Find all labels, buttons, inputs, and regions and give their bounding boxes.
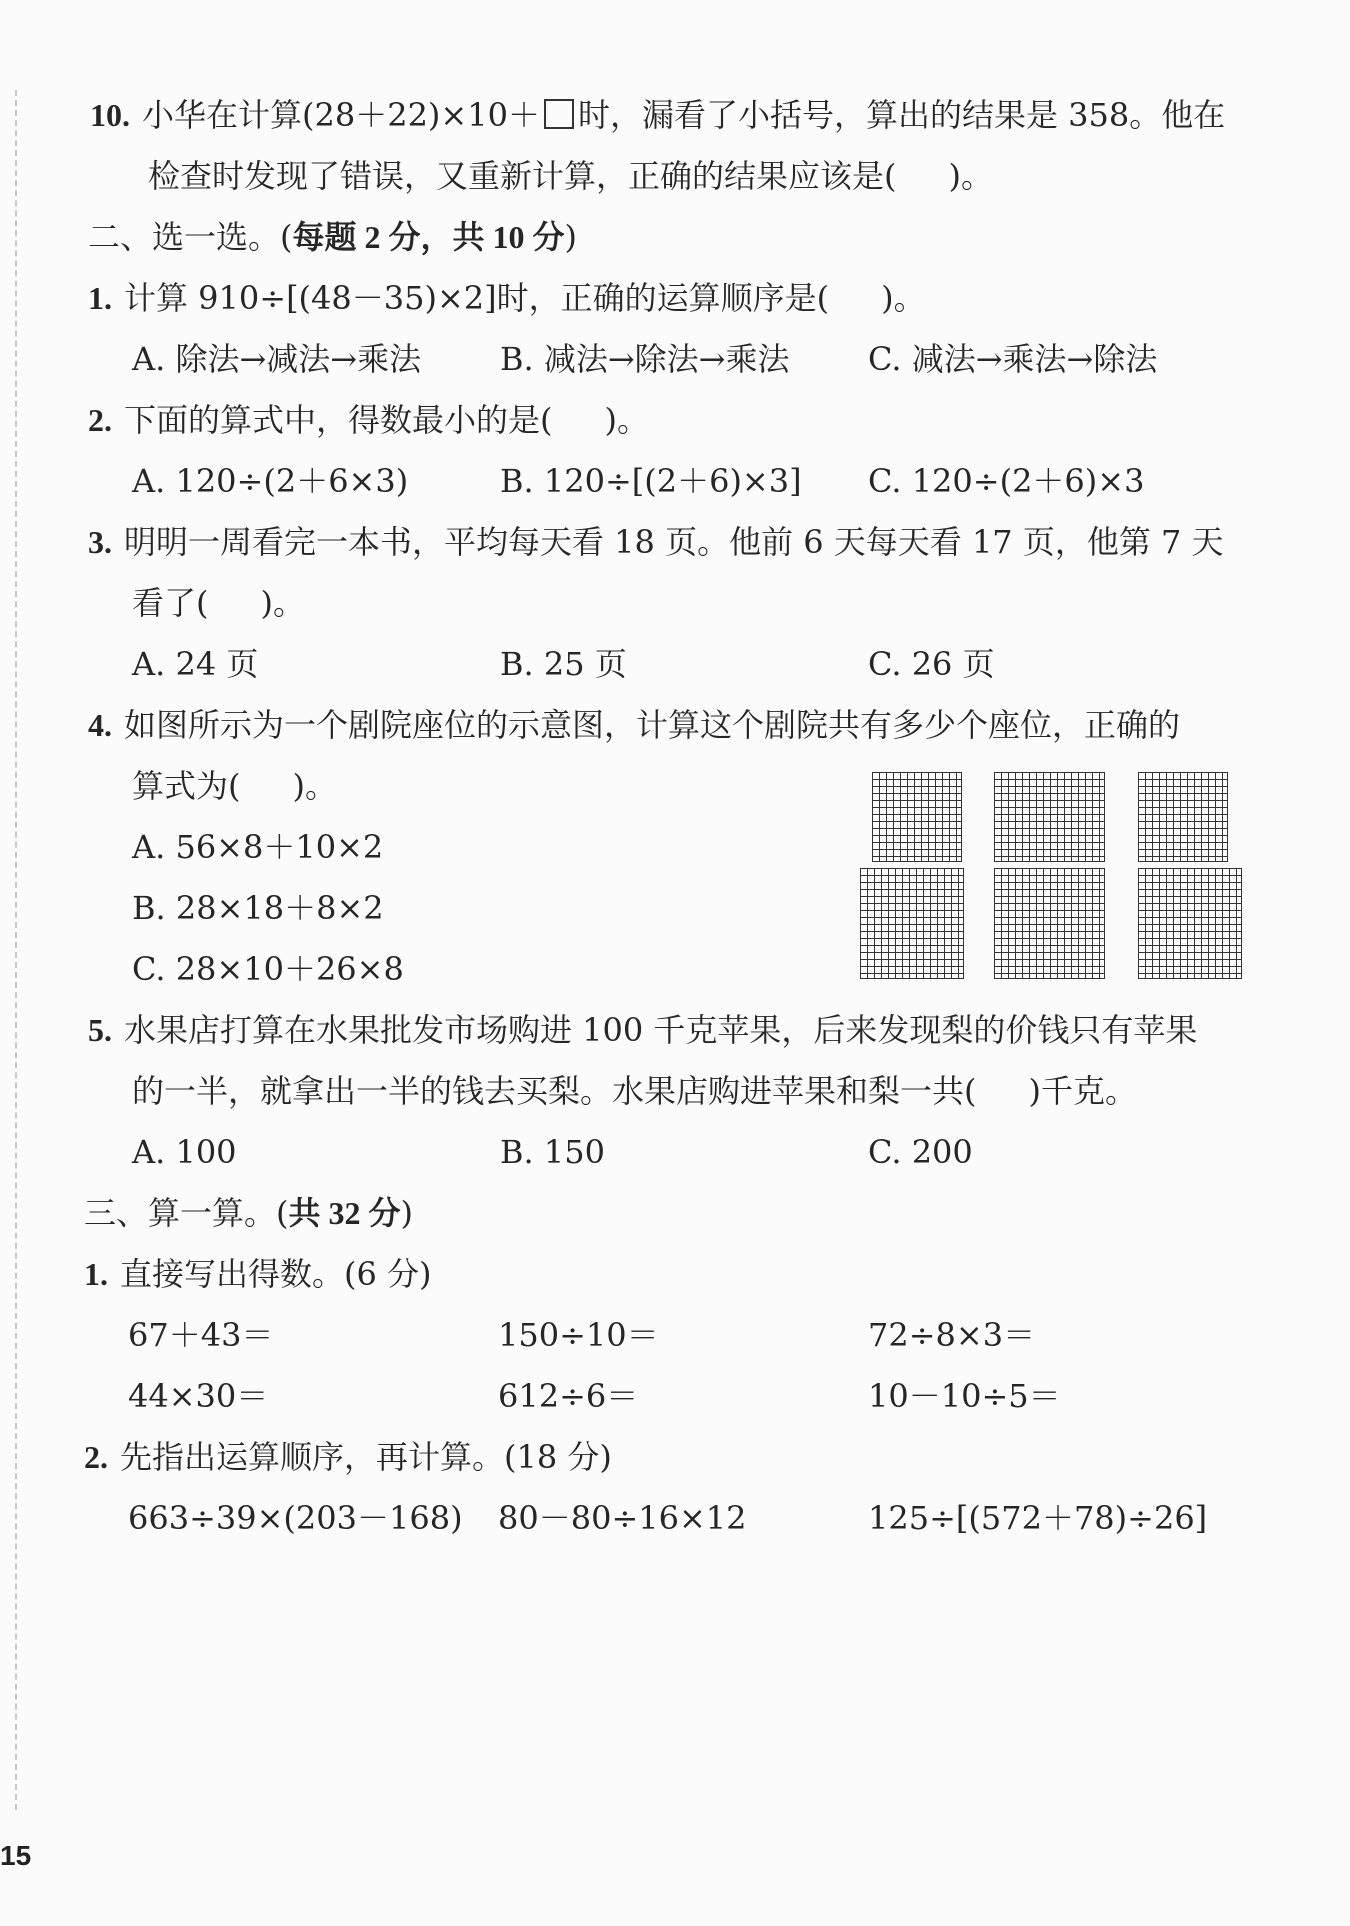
s2q3-question-line1: 3. 明明一周看完一本书，平均每天看 18 页。他前 6 天每天看 17 页，他第 7 天 (88, 523, 1224, 561)
blank-box (544, 99, 574, 129)
calc-expression: 125÷[(572＋78)÷26] (868, 1499, 1208, 1537)
seat-block-bottom-right (1138, 868, 1242, 979)
calc-item: 612÷6＝ (498, 1377, 639, 1415)
calc-expression: 663÷39×(203－168) (128, 1499, 463, 1537)
binding-margin-line (15, 90, 17, 1810)
seat-block-top-left (872, 772, 962, 862)
s2q5-option-a[interactable]: A. 100 (132, 1133, 237, 1171)
s2q2-option-a[interactable]: A. 120÷(2＋6×3) (132, 462, 409, 500)
s2q5-question-line1: 5. 水果店打算在水果批发市场购进 100 千克苹果，后来发现梨的价钱只有苹果 (88, 1011, 1198, 1049)
s3q1-question: 1. 直接写出得数。(6 分) (84, 1255, 432, 1293)
seat-block-bottom-left (860, 868, 964, 979)
q10-line1 (90, 95, 1225, 135)
s2q4-option-c[interactable]: C. 28×10＋26×8 (132, 950, 404, 988)
s2q2-question: 2. 下面的算式中，得数最小的是( )。 (88, 401, 649, 439)
s2q4-option-b[interactable]: B. 28×18＋8×2 (132, 889, 384, 927)
calc-item: 10－10÷5＝ (868, 1377, 1061, 1415)
q10-text-1-tail: 时，漏看了小括号，算出的结果是 358。他在 (577, 96, 1226, 134)
section3-title: 三、算一算。(共 32 分) (84, 1194, 413, 1232)
s2q1-option-a[interactable]: A. 除法→减法→乘法 (132, 340, 422, 378)
s2q4-question-line1: 4. 如图所示为一个剧院座位的示意图，计算这个剧院共有多少个座位，正确的 (88, 706, 1181, 744)
q10-text-2: 检查时发现了错误，又重新计算，正确的结果应该是( (148, 157, 897, 195)
seat-block-top-middle (994, 772, 1105, 862)
s2q5-option-b[interactable]: B. 150 (500, 1133, 605, 1171)
s3q2-question: 2. 先指出运算顺序，再计算。(18 分) (84, 1438, 612, 1476)
s2q5-question-line2: 的一半，就拿出一半的钱去买梨。水果店购进苹果和梨一共( )千克。 (132, 1072, 1137, 1110)
s2q3-option-b[interactable]: B. 25 页 (500, 645, 627, 683)
q10-number: 10. (90, 97, 130, 133)
section2-title: 二、选一选。(每题 2 分，共 10 分) (88, 218, 577, 256)
s2q1-question: 1. 计算 910÷[(48－35)×2]时，正确的运算顺序是( )。 (88, 279, 926, 317)
s2q4-question-line2: 算式为( )。 (132, 767, 337, 805)
calc-expression: 80－80÷16×12 (498, 1499, 747, 1537)
s2q4-option-a[interactable]: A. 56×8＋10×2 (132, 828, 384, 866)
theater-seat-diagram (860, 772, 1240, 972)
seat-block-top-right (1138, 772, 1228, 862)
calc-item: 44×30＝ (128, 1377, 269, 1415)
calc-item: 72÷8×3＝ (868, 1316, 1036, 1354)
seat-block-bottom-middle (994, 868, 1105, 979)
s2q2-option-c[interactable]: C. 120÷(2＋6)×3 (868, 462, 1145, 500)
q10-line2 (148, 156, 993, 196)
calc-item: 150÷10＝ (498, 1316, 659, 1354)
q10-text-1: 小华在计算(28＋22)×10＋ (142, 96, 540, 134)
s2q2-option-b[interactable]: B. 120÷[(2＋6)×3] (500, 462, 802, 500)
s2q1-option-c[interactable]: C. 减法→乘法→除法 (868, 340, 1158, 378)
s2q3-option-a[interactable]: A. 24 页 (132, 645, 259, 683)
q10-text-2-tail: )。 (948, 157, 993, 195)
page-number: 15 (0, 1840, 32, 1871)
calc-item: 67＋43＝ (128, 1316, 274, 1354)
s2q3-question-line2: 看了( )。 (132, 584, 305, 622)
s2q3-option-c[interactable]: C. 26 页 (868, 645, 995, 683)
s2q5-option-c[interactable]: C. 200 (868, 1133, 973, 1171)
s2q1-option-b[interactable]: B. 减法→除法→乘法 (500, 340, 790, 378)
